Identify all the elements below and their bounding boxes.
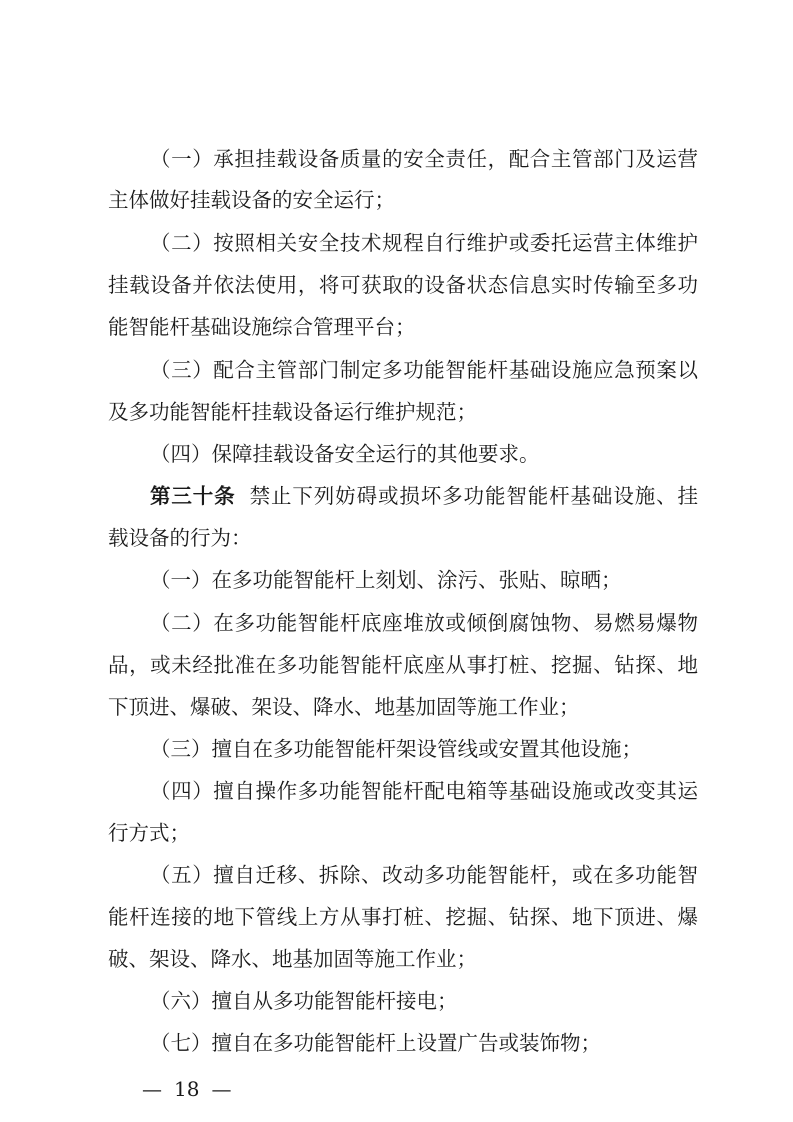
paragraph-4-line-1: （四）保障挂载设备安全运行的其他要求。: [150, 442, 540, 466]
article-label: 第三十条: [150, 484, 236, 508]
page-number-value: 18: [174, 1077, 200, 1101]
item-6-line-1: （六）擅自从多功能智能杆接电；: [150, 989, 458, 1013]
item-4-line-2: 行方式；: [108, 821, 190, 845]
page-number: [142, 1076, 231, 1102]
paragraph-2-line-3: 能智能杆基础设施综合管理平台；: [108, 315, 416, 339]
paragraph-3-line-2: 及多功能智能杆挂载设备运行维护规范；: [108, 400, 477, 424]
paragraph-1-line-2: 主体做好挂载设备的安全运行；: [108, 188, 395, 212]
paragraph-1-line-1: （一）承担挂载设备质量的安全责任，配合主管部门及运营: [150, 147, 698, 171]
item-5-line-2: 能杆连接的地下管线上方从事打桩、挖掘、钻探、地下顶进、爆: [108, 905, 698, 929]
page-number-dash-right: —: [211, 1077, 232, 1101]
paragraph-2-line-2: 挂载设备并依法使用，将可获取的设备状态信息实时传输至多功: [108, 273, 698, 297]
item-1-line-1: （一）在多功能智能杆上刻划、涂污、张贴、晾晒；: [150, 568, 622, 592]
item-5-line-1: （五）擅自迁移、拆除、改动多功能智能杆，或在多功能智: [150, 863, 698, 887]
item-3-line-1: （三）擅自在多功能智能杆架设管线或安置其他设施；: [150, 737, 642, 761]
item-2-line-1: （二）在多功能智能杆底座堆放或倾倒腐蚀物、易燃易爆物: [150, 611, 698, 635]
article-30-text: 禁止下列妨碍或损坏多功能智能杆基础设施、挂: [249, 484, 699, 508]
item-2-line-2: 品，或未经批准在多功能智能杆底座从事打桩、挖掘、钻探、地: [108, 653, 698, 677]
article-30-line-2: 载设备的行为：: [108, 526, 252, 550]
paragraph-3-line-1: （三）配合主管部门制定多功能智能杆基础设施应急预案以: [150, 358, 698, 382]
item-4-line-1: （四）擅自操作多功能智能杆配电箱等基础设施或改变其运: [150, 779, 698, 803]
item-7-line-1: （七）擅自在多功能智能杆上设置广告或装饰物；: [150, 1031, 601, 1055]
paragraph-2-line-1: （二）按照相关安全技术规程自行维护或委托运营主体维护: [150, 231, 698, 255]
item-2-line-3: 下顶进、爆破、架设、降水、地基加固等施工作业；: [108, 695, 580, 719]
article-30-line-1: [150, 483, 698, 509]
page-number-dash-left: —: [142, 1077, 162, 1101]
item-5-line-3: 破、架设、降水、地基加固等施工作业；: [108, 947, 477, 971]
